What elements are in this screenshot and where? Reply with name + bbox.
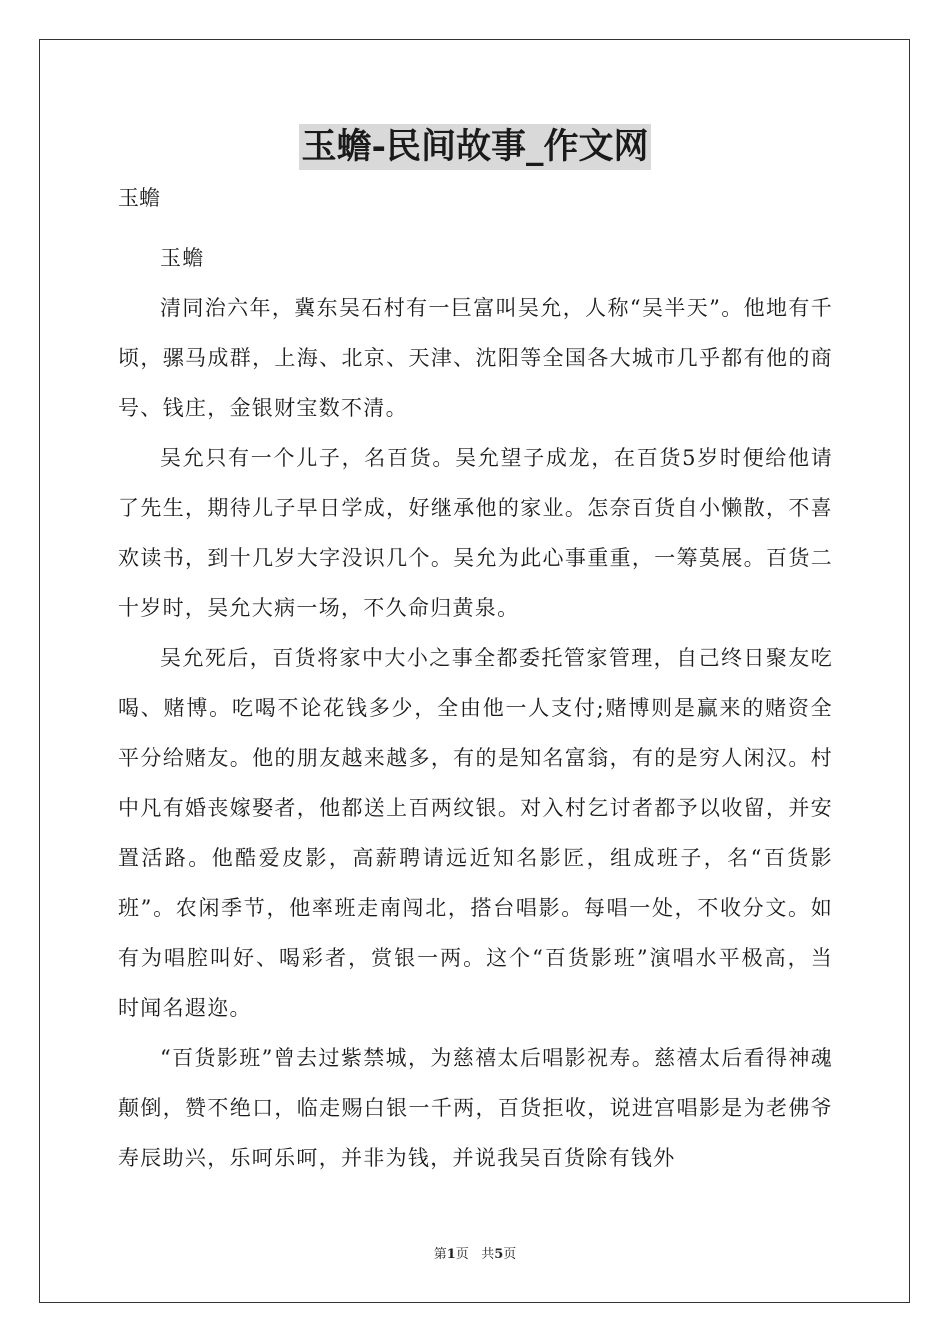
title-container (0, 124, 950, 170)
footer-total-prefix: 共 (481, 1247, 495, 1262)
document-subtitle: 玉蟾 (118, 186, 160, 210)
page-footer (0, 1246, 950, 1264)
paragraph: 清同治六年，冀东吴石村有一巨富叫吴允，人称“吴半天”。他地有千顷，骡马成群，上海、北京、天津、沈阳等全国各大城市几乎都有他的商号、钱庄，金银财宝数不清。 (118, 296, 833, 420)
footer-prefix: 第 (433, 1247, 447, 1262)
footer-total-suffix: 页 (503, 1247, 517, 1262)
paragraph: 玉蟾 (160, 246, 205, 270)
paragraph: “百货影班”曾去过紫禁城，为慈禧太后唱影祝寿。慈禧太后看得神魂颠倒，赞不绝口，临走赐白银一千两，百货拒收，说进宫唱影是为老佛爷寿辰助兴，乐呵乐呵，并非为钱，并说我吴百货除有钱外 (118, 1046, 833, 1170)
document-title: 玉蟾-民间故事_作文网 (299, 124, 650, 170)
total-pages-number: 5 (494, 1247, 504, 1262)
document-body (118, 233, 833, 1183)
paragraph: 吴允死后，百货将家中大小之事全都委托管家管理，自己终日聚友吃喝、赌博。吃喝不论花钱多少，全由他一人支付;赌博则是赢来的赌资全平分给赌友。他的朋友越来越多，有的是知名富翁，有的是穷人闲汉。村中凡有婚丧嫁娶者，他都送上百两纹银。对入村乞讨者都予以收留，并安置活路。他酷爱皮影，高薪聘请远近知名影匠，组成班子，名“百货影班”。农闲季节，他率班走南闯北，搭台唱影。每唱一处，不收分文。如有为唱腔叫好、喝彩者，赏银一两。这个“百货影班”演唱水平极高，当时闻名遐迩。 (118, 646, 833, 1020)
paragraph: 吴允只有一个儿子，名百货。吴允望子成龙，在百货5岁时便给他请了先生，期待儿子早日学成，好继承他的家业。怎奈百货自小懒散，不喜欢读书，到十几岁大字没识几个。吴允为此心事重重，一筹莫展。百货二十岁时，吴允大病一场，不久命归黄泉。 (118, 446, 833, 620)
current-page-number: 1 (446, 1247, 456, 1262)
footer-page-word: 页 (455, 1247, 469, 1262)
